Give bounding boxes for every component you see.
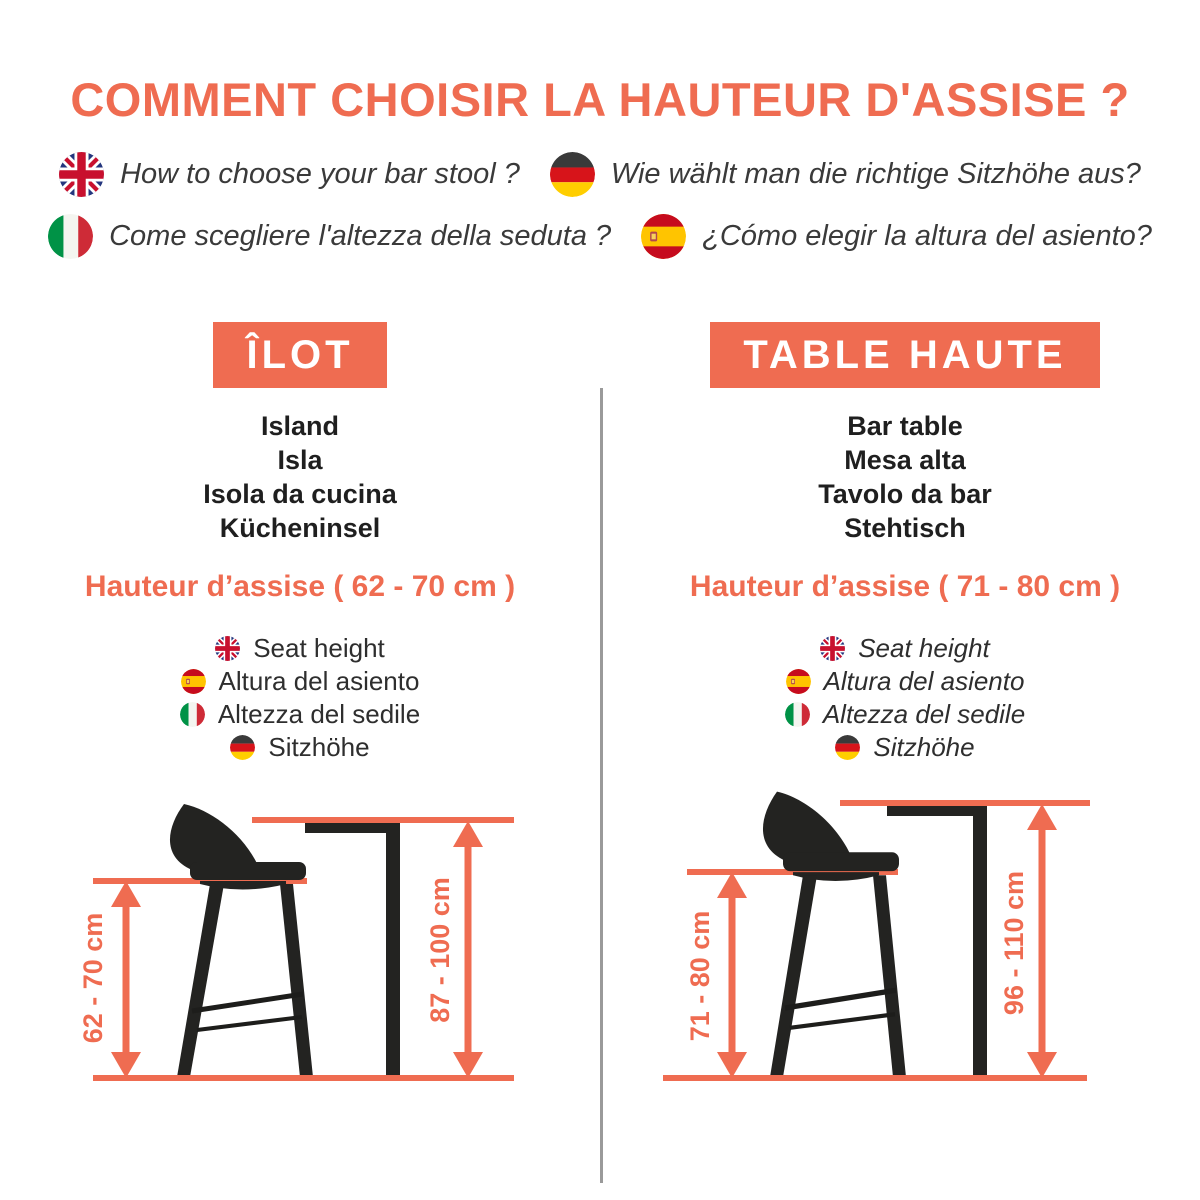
label-line-spanish	[40, 665, 560, 698]
table-height-range-label: 87 - 100 cm	[425, 877, 456, 1023]
italy-flag-icon	[48, 214, 93, 259]
table-leg	[386, 823, 400, 1078]
bar-stool-silhouette	[170, 804, 313, 1077]
label-text: Altezza del sedile	[822, 699, 1026, 729]
label-line-english	[645, 632, 1165, 665]
label-line-italian	[40, 698, 560, 731]
label-text: Altezza del sedile	[217, 699, 421, 729]
table-haute-translations	[645, 409, 1165, 545]
table-height-arrow	[1027, 804, 1057, 1078]
floor-line	[663, 1075, 1087, 1081]
table-height-range-label: 96 - 110 cm	[999, 870, 1030, 1016]
table-frame	[305, 823, 400, 833]
label-text: Sitzhöhe	[268, 732, 370, 762]
column-divider	[600, 388, 603, 1183]
table-haute-seat-height-heading: Hauteur d’assise ( 71 - 80 cm )	[689, 570, 1121, 603]
label-line-english	[40, 632, 560, 665]
label-line-german	[40, 731, 560, 764]
label-text: Altura del asiento	[218, 666, 420, 696]
spain-flag-icon	[641, 214, 686, 259]
intro-line-german	[550, 152, 1141, 197]
ilot-translations	[40, 409, 560, 545]
intro-line-italian	[48, 214, 611, 259]
translation-line: Mesa alta	[844, 445, 966, 475]
label-line-german	[645, 731, 1165, 764]
column-table-haute	[645, 322, 1165, 764]
table-top-line	[252, 817, 514, 823]
germany-flag-icon	[230, 735, 255, 760]
uk-flag-icon	[820, 636, 845, 661]
table-haute-banner: TABLE HAUTE	[710, 322, 1099, 388]
translation-line: Bar table	[847, 411, 963, 441]
intro-line-english	[59, 152, 520, 197]
translation-line: Tavolo da bar	[818, 479, 992, 509]
table-height-arrow	[453, 821, 483, 1078]
intro-text-italian: Come scegliere l'altezza della seduta ?	[109, 220, 612, 252]
germany-flag-icon	[835, 735, 860, 760]
ilot-seat-height-heading: Hauteur d’assise ( 62 - 70 cm )	[84, 570, 516, 603]
intro-line-spanish	[641, 214, 1152, 259]
translation-line: Isla	[277, 445, 323, 475]
italy-flag-icon	[180, 702, 205, 727]
seat-height-arrow	[111, 881, 141, 1078]
ilot-banner: ÎLOT	[213, 322, 386, 388]
spain-flag-icon	[786, 669, 811, 694]
seat-height-range-label: 71 - 80 cm	[685, 910, 716, 1042]
translation-line: Island	[260, 411, 340, 441]
ilot-seat-height-labels	[40, 632, 560, 764]
italy-flag-icon	[785, 702, 810, 727]
bar-stool-silhouette	[763, 792, 906, 1077]
uk-flag-icon	[59, 152, 104, 197]
page-title: COMMENT CHOISIR LA HAUTEUR D'ASSISE ?	[70, 73, 1130, 126]
label-text: Altura del asiento	[823, 666, 1025, 696]
table-frame	[887, 806, 982, 816]
translation-line: Isola da cucina	[203, 479, 397, 509]
translation-line: Kücheninsel	[219, 513, 381, 543]
seat-height-arrow	[717, 872, 747, 1078]
intro-text-spanish: ¿Cómo elegir la altura del asiento?	[702, 220, 1152, 252]
label-text: Seat height	[253, 633, 385, 663]
label-text: Seat height	[858, 633, 990, 663]
translation-line: Stehtisch	[844, 513, 966, 543]
intro-text-english: How to choose your bar stool ?	[120, 158, 520, 190]
germany-flag-icon	[550, 152, 595, 197]
uk-flag-icon	[215, 636, 240, 661]
intro-text-german: Wie wählt man die richtige Sitzhöhe aus?	[610, 158, 1141, 190]
seat-height-range-label: 62 - 70 cm	[78, 912, 109, 1044]
intro-row-2	[0, 214, 1200, 259]
column-ilot	[40, 322, 560, 764]
label-text: Sitzhöhe	[873, 732, 975, 762]
table-haute-height-diagram	[650, 778, 1130, 1100]
label-line-spanish	[645, 665, 1165, 698]
table-top-line	[840, 800, 1090, 806]
spain-flag-icon	[181, 669, 206, 694]
ilot-height-diagram	[50, 778, 530, 1100]
table-leg	[973, 806, 987, 1078]
label-line-italian	[645, 698, 1165, 731]
floor-line	[93, 1075, 514, 1081]
table-haute-seat-height-labels	[645, 632, 1165, 764]
intro-row-1	[0, 152, 1200, 197]
